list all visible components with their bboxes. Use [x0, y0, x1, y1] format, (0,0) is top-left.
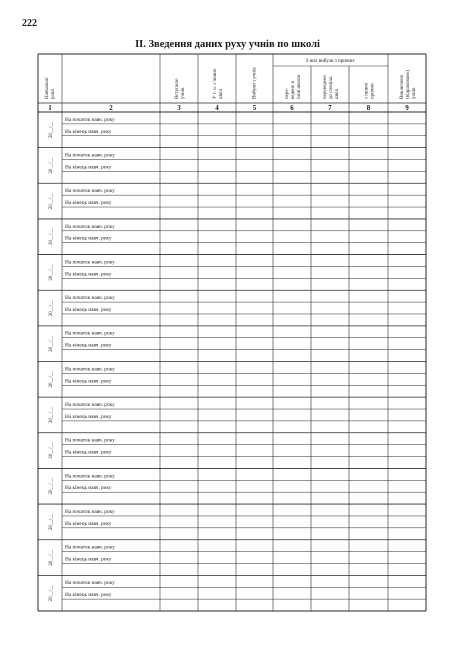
column-number: 9 [405, 104, 409, 112]
column-number: 7 [328, 104, 332, 112]
row-label-end: На кінець навч. року [65, 164, 112, 171]
row-label-start: На початок навч. року [65, 295, 115, 302]
academic-year-label: 20__/__ [49, 584, 54, 602]
academic-year-label: 20__/__ [49, 157, 54, 174]
header-years: роки [51, 88, 56, 99]
header-transferred: інші школи [297, 74, 302, 99]
header-other-reasons: причин [370, 83, 376, 99]
header-enrolled: учнів [181, 87, 186, 99]
page-title: II. Зведення даних руху учнів по школі [135, 39, 320, 50]
header-special-schools: шкіл [335, 88, 340, 99]
page-number: 222 [22, 18, 37, 29]
academic-year-label: 20__/__ [49, 406, 54, 424]
row-label-start: На початок навч. року [65, 580, 115, 587]
header-special-schools: переведено [323, 74, 328, 99]
row-label-end: На кінець навч. року [65, 592, 112, 599]
academic-year-label: 20__/__ [49, 192, 54, 210]
academic-year-label: 20__/__ [49, 478, 54, 495]
academic-year-label: 20__/__ [49, 371, 54, 388]
column-number: 8 [366, 104, 371, 112]
row-label-start: На початок навч. року [65, 259, 115, 266]
row-label-start: На початок навч. року [65, 402, 115, 409]
row-label-start: На початок навч. року [65, 473, 115, 480]
row-label-start: На початок навч. року [65, 116, 115, 123]
column-number: 1 [48, 104, 52, 112]
header-years: Навчальні [45, 77, 50, 99]
column-number: 6 [290, 104, 294, 112]
header-expelled: (відраховано) [406, 70, 411, 99]
row-label-start: На початок навч. року [65, 188, 115, 195]
header-other-reasons: з інших [364, 82, 370, 99]
row-label-end: На кінець навч. року [65, 520, 112, 527]
academic-year-label: 20__/__ [49, 228, 54, 245]
group-header-label: З них вибули з причин: [305, 59, 356, 64]
header-transferred: пере- [285, 87, 290, 99]
header-expelled: учнів [412, 87, 417, 99]
academic-year-label: 20__/__ [49, 264, 54, 281]
row-label-start: На початок навч. року [65, 366, 115, 373]
academic-year-label: 20__/__ [49, 121, 54, 139]
academic-year-label: 20__/__ [49, 549, 54, 566]
row-label-start: На початок навч. року [65, 330, 115, 337]
row-label-end: На кінець навч. року [65, 235, 112, 242]
row-label-start: На початок навч. року [65, 544, 115, 551]
row-label-end: На кінець навч. року [65, 378, 112, 385]
header-left: Вибули з учнів [252, 67, 258, 99]
header-from-other-schools: шкіл [219, 88, 224, 99]
header-enrolled: Вступило [175, 78, 180, 99]
academic-year-label: 20__/__ [49, 513, 54, 531]
column-number: 2 [109, 104, 113, 112]
academic-year-label: 20__/__ [49, 442, 54, 459]
row-label-start: На початок навч. року [65, 223, 115, 230]
header-expelled: Виключено [400, 74, 405, 99]
row-label-start: На початок навч. року [65, 152, 115, 159]
row-label-start: На початок навч. року [65, 437, 115, 444]
header-transferred: ведено в [291, 80, 296, 99]
row-label-end: На кінець навч. року [65, 556, 112, 563]
academic-year-label: 20__/__ [49, 335, 54, 352]
row-label-end: На кінець навч. року [65, 413, 112, 420]
row-label-start: На початок навч. року [65, 508, 115, 515]
row-label-end: На кінець навч. року [65, 200, 112, 207]
header-from-other-schools: У т. ч. з інших [213, 68, 218, 99]
row-label-end: На кінець навч. року [65, 449, 112, 456]
header-special-schools: до спеціал. [329, 75, 334, 99]
column-number: 5 [252, 104, 257, 112]
row-label-end: На кінець навч. року [65, 485, 112, 492]
academic-year-label: 20__/__ [49, 299, 54, 317]
row-label-end: На кінець навч. року [65, 342, 112, 349]
row-label-end: На кінець навч. року [65, 306, 112, 313]
row-label-end: На кінець навч. року [65, 128, 112, 135]
row-label-end: На кінець навч. року [65, 271, 112, 278]
column-number: 4 [215, 104, 219, 112]
column-number: 3 [177, 104, 181, 112]
